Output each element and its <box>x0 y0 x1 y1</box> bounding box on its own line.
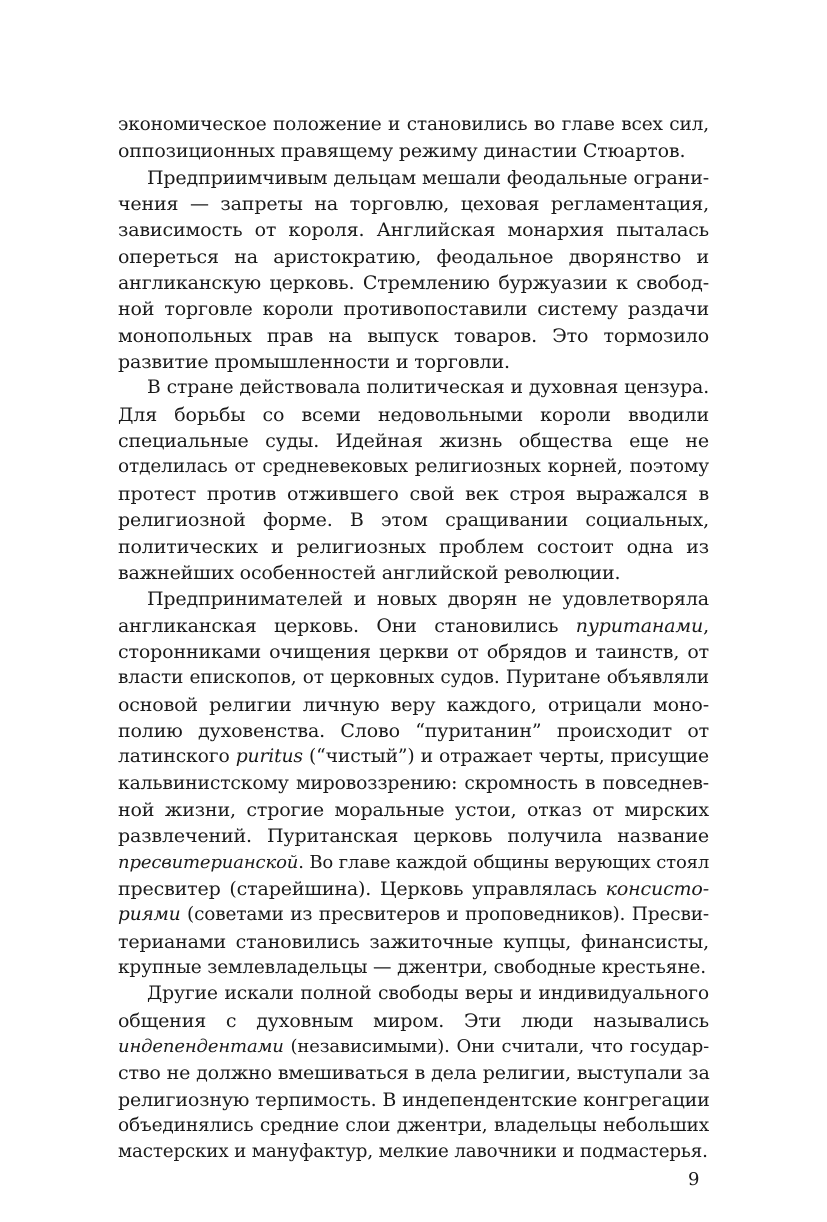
text-line <box>118 981 709 1007</box>
text-run: ство не должно вмешиваться в дела религии, выступали за <box>118 1062 710 1085</box>
text-run: В стране действовала политическая и духовная цензура. <box>147 377 709 399</box>
text-run: зависимость от короля. Английская монархия пыталась <box>118 219 709 242</box>
text-run: экономическое положение и становились во главе всех сил, <box>118 114 709 135</box>
text-line <box>118 823 709 849</box>
text-line <box>118 481 709 507</box>
text-run: полию духовенства. Слово “пуританин” происходит от <box>118 719 709 742</box>
text-line <box>118 586 709 612</box>
italic-term: пуританами <box>575 614 704 637</box>
text-line <box>118 1087 709 1113</box>
page-number: 9 <box>688 1169 700 1190</box>
text-line <box>118 375 709 401</box>
text-run: монопольных прав на выпуск товаров. Это тормозило <box>118 324 709 347</box>
text-line <box>118 1008 709 1034</box>
text-run: кальвинистскому мировоззрению: скромность в повседнев- <box>118 772 709 794</box>
text-run: Для борьбы со всеми недовольными короли вводили <box>118 403 709 426</box>
text-line <box>118 560 709 586</box>
text-line <box>118 692 709 718</box>
text-run: общения с духовным миром. Эти люди назывались <box>118 1009 709 1032</box>
text-run: религиозную терпимость. В индепендентские конгрегации <box>118 1088 710 1111</box>
text-run: Другие искали полной свободы веры и индивидуального <box>147 983 709 1005</box>
text-run: мастерских и мануфактур, мелкие лавочники и подмастерья. <box>118 1141 708 1163</box>
text-line <box>118 428 709 454</box>
text-line <box>118 402 709 428</box>
text-run: . Во главе каждой общины верующих стоял <box>298 851 710 873</box>
text-line <box>118 296 709 322</box>
text-run: (советами из пресвитеров и проповедников). Пресви- <box>180 904 709 926</box>
text-line <box>118 771 709 797</box>
italic-term: консисто- <box>605 877 709 900</box>
text-run: религиозной форме. В этом сращивании социальных, <box>118 509 709 532</box>
text-line <box>118 1113 709 1139</box>
text-line <box>118 639 709 665</box>
text-line <box>118 244 709 270</box>
text-run: оппозиционных правящему режиму династии Стюартов. <box>118 140 686 163</box>
text-run: англиканская церковь. Они становились <box>118 614 576 637</box>
book-page-text <box>118 112 709 1166</box>
text-line <box>118 876 709 902</box>
italic-term: риями <box>118 904 181 926</box>
text-line <box>118 323 709 349</box>
text-run: ной торговле короли противопоставили систему раздачи <box>118 298 709 321</box>
paragraph <box>118 112 709 165</box>
paragraph <box>118 165 709 376</box>
text-run: крупные землевладельцы — джентри, свободные крестьяне. <box>118 957 706 978</box>
text-line <box>118 955 709 981</box>
text-line <box>118 534 709 560</box>
text-run: опереться на аристократию, феодальное дворянство и <box>118 245 709 268</box>
italic-term: пресвитерианской <box>118 851 299 873</box>
text-run: развитие промышленности и торговли. <box>118 351 510 374</box>
text-run: протест против отжившего свой век строя выражался в <box>118 482 709 505</box>
text-line <box>118 165 709 191</box>
text-run: терианами становились зажиточные купцы, финансисты, <box>118 930 709 953</box>
italic-term: puritus <box>235 746 303 768</box>
text-run: (“чистый”) и отражает черты, присущие <box>302 746 709 768</box>
text-run: Предприимчивым дельцам мешали феодальные ограни- <box>147 166 709 189</box>
text-line <box>118 507 709 533</box>
text-run: объединялись средние слои джентри, владельцы небольших <box>118 1115 709 1137</box>
text-run: сторонниками очищения церкви от обрядов и таинств, от <box>118 640 709 663</box>
paragraph <box>118 375 709 586</box>
text-run: англиканскую церковь. Стремлению буржуазии к свобод- <box>118 272 709 295</box>
text-line <box>118 270 709 296</box>
text-run: Предпринимателей и новых дворян не удовлетворяла <box>147 588 709 611</box>
text-run: отделилась от средневековых религиозных корней, поэтому <box>118 456 709 478</box>
text-run: важнейших особенностей английской революции. <box>118 561 621 584</box>
text-line <box>118 929 709 955</box>
text-run: латинского <box>118 746 236 768</box>
text-line <box>118 138 709 164</box>
text-run: специальные суды. Идейная жизнь общества еще не <box>118 430 709 453</box>
text-line <box>118 112 709 138</box>
text-line <box>118 744 709 770</box>
text-line <box>118 217 709 243</box>
paragraph <box>118 981 709 1165</box>
text-run: политических и религиозных проблем состоит одна из <box>118 535 709 558</box>
paragraph <box>118 586 709 981</box>
text-line <box>118 665 709 691</box>
text-run: пресвитер (старейшина). Церковь управлялась <box>118 877 606 900</box>
text-line <box>118 1060 709 1086</box>
text-run: чения — запреты на торговлю, цеховая регламентация, <box>118 193 709 216</box>
text-run: власти епископов, от церковных судов. Пуритане объявляли <box>118 667 709 689</box>
text-line <box>118 191 709 217</box>
text-line <box>118 613 709 639</box>
text-run: ной жизни, строгие моральные устои, отказ от мирских <box>118 798 709 821</box>
text-run: (независимыми). Они считали, что государ- <box>283 1036 709 1058</box>
text-line <box>118 718 709 744</box>
text-line <box>118 797 709 823</box>
italic-term: индепендентами <box>118 1036 284 1058</box>
text-run: развлечений. Пуританская церковь получила название <box>118 825 709 848</box>
text-line <box>118 902 709 928</box>
text-run: , <box>703 614 709 637</box>
text-line <box>118 850 709 876</box>
text-line <box>118 1034 709 1060</box>
text-line <box>118 1139 709 1165</box>
text-line <box>118 349 709 375</box>
text-line <box>118 454 709 480</box>
text-run: основой религии личную веру каждого, отрицали моно- <box>118 693 709 716</box>
